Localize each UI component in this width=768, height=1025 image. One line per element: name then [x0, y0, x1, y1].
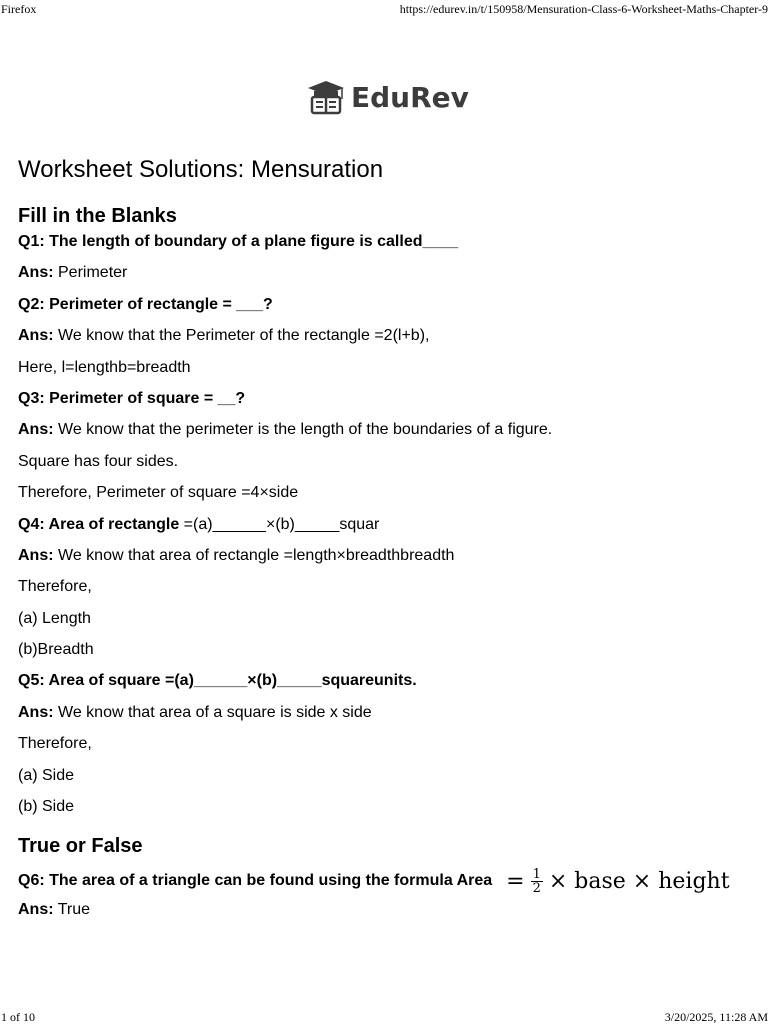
answer-text: We know that area of rectangle =length×breadthbreadth	[53, 546, 455, 564]
formula-fraction	[531, 868, 543, 895]
answer-2-line-2: Here, l=lengthb=breadth	[18, 358, 191, 376]
ans-label: Ans:	[18, 546, 54, 564]
answer-5-line-2: Therefore,	[18, 735, 92, 753]
page-url: https://edurev.in/t/150958/Mensuration-Class-6-Worksheet-Maths-Chapter-9	[399, 2, 768, 16]
question-1: Q1: The length of boundary of a plane figure is called____	[18, 233, 459, 250]
question-4	[18, 515, 753, 546]
question-4-text: =(a)______×(b)_____squar	[179, 515, 380, 533]
question-4-label: Q4: Area of rectangle	[18, 515, 180, 533]
ans-label: Ans:	[18, 703, 54, 721]
answer-6	[18, 900, 753, 931]
page-title: Worksheet Solutions: Mensuration	[18, 156, 384, 183]
answer-5-line-4: (b) Side	[18, 798, 75, 816]
answer-4	[18, 546, 753, 577]
section-heading-true-false: True or False	[18, 835, 143, 858]
question-3: Q3: Perimeter of square = __?	[18, 389, 246, 407]
answer-5	[18, 703, 753, 734]
answer-2	[18, 326, 753, 357]
formula-equals: =	[506, 868, 525, 894]
answer-3-line-2: Square has four sides.	[18, 452, 179, 470]
answer-text: We know that area of a square is side x side	[53, 703, 372, 721]
answer-4-line-2: Therefore,	[18, 578, 92, 596]
ans-label: Ans:	[18, 327, 54, 345]
edurev-logo[interactable]	[306, 77, 469, 117]
browser-title: Firefox	[1, 2, 37, 16]
question-5: Q5: Area of square =(a)______×(b)_____squareunits.	[18, 672, 417, 690]
ans-label: Ans:	[18, 421, 54, 439]
answer-text: We know that the Perimeter of the rectangle =2(l+b),	[53, 327, 430, 345]
ans-label: Ans:	[18, 901, 54, 919]
print-datetime: 3/20/2025, 11:28 AM	[664, 1010, 768, 1024]
answer-3-line-3: Therefore, Perimeter of square =4×side	[18, 484, 299, 502]
answer-4-line-4: (b)Breadth	[18, 641, 94, 659]
answer-text: Perimeter	[53, 264, 128, 282]
answer-4-line-3: (a) Length	[18, 609, 91, 627]
page-counter: 1 of 10	[1, 1010, 35, 1024]
answer-3	[18, 420, 753, 451]
ans-label: Ans:	[18, 264, 54, 282]
section-heading-fill-blanks: Fill in the Blanks	[18, 205, 177, 227]
triangle-area-formula	[506, 868, 729, 895]
answer-text: True	[53, 901, 91, 919]
question-6-text: Q6: The area of a triangle can be found using the formula Area	[18, 872, 493, 890]
answer-1	[18, 263, 753, 294]
logo-text: EduRev	[351, 80, 469, 114]
question-2: Q2: Perimeter of rectangle = ___?	[18, 295, 273, 313]
fraction-numerator: 1	[532, 866, 541, 882]
answer-text: We know that the perimeter is the length of the boundaries of a figure.	[53, 421, 553, 439]
answer-5-line-3: (a) Side	[18, 766, 75, 784]
graduation-cap-icon	[306, 77, 346, 117]
formula-rest: × base × height	[548, 868, 730, 894]
question-6	[18, 862, 753, 900]
fraction-denominator: 2	[532, 880, 541, 896]
worksheet-content	[18, 152, 753, 932]
